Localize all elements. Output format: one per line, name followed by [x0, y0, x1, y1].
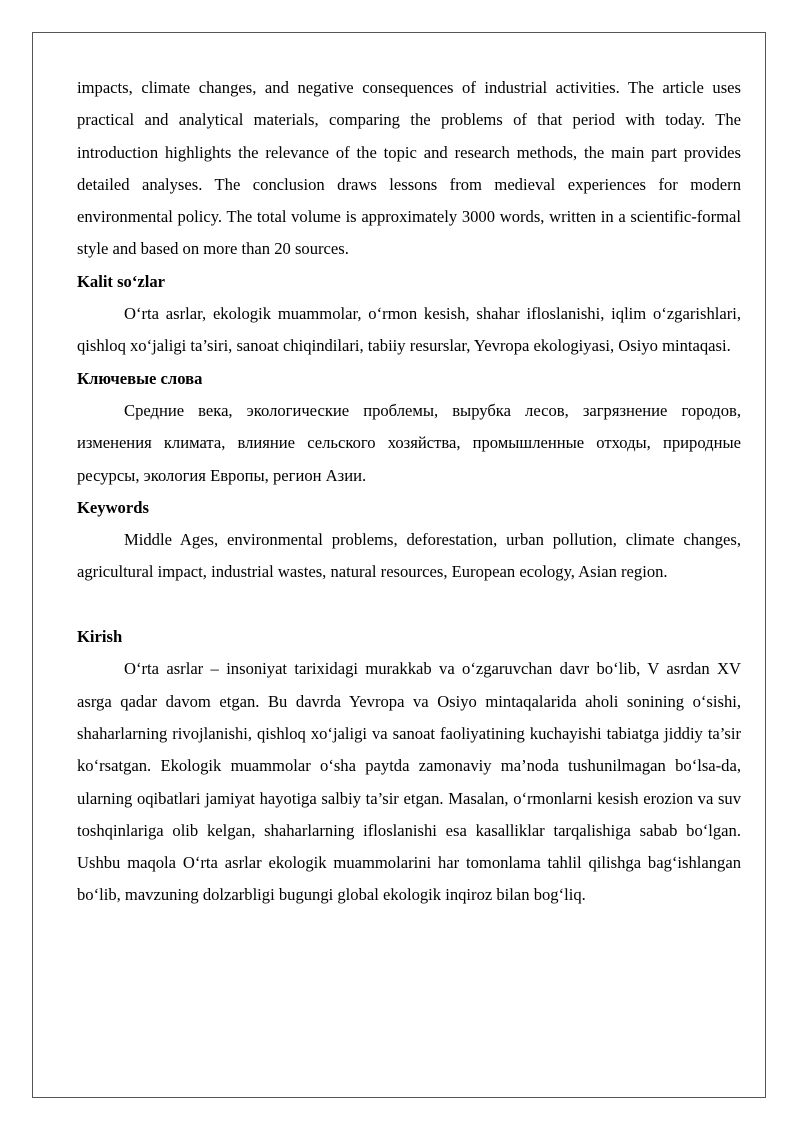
keywords-uz-text: O‘rta asrlar, ekologik muammolar, o‘rmon kesish, shahar ifloslanishi, iqlim o‘zgarishlari, qishloq xo‘jaligi ta’siri, sanoat chiqindilari, tabiiy resurslar, Yevropa ekologiyasi, Osiyo mintaqasi.	[77, 304, 741, 356]
abstract-text: impacts, climate changes, and negative consequences of industrial activities. The article uses practical and analytical materials, comparing the problems of that period with today. The introduction highlights the relevance of the topic and research methods, the main part provides detailed analyses. The conclusion draws lessons from medieval experiences for modern environmental policy. The total volume is approximately 3000 words, written in a scientific-formal style and based on more than 20 sources.	[77, 78, 741, 259]
keywords-ru-text: Средние века, экологические проблемы, вырубка лесов, загрязнение городов, изменения климата, влияние сельского хозяйства, промышленные отходы, природные ресурсы, экология Европы, регион Азии.	[77, 400, 741, 485]
section-spacer	[77, 589, 741, 621]
document-body	[77, 72, 741, 912]
keywords-uz-heading: Kalit so‘zlar	[77, 271, 166, 291]
introduction-heading: Kirish	[77, 627, 123, 647]
keywords-ru-heading: Ключевые слова	[77, 368, 203, 388]
keywords-en-heading: Keywords	[77, 497, 149, 517]
introduction-text: O‘rta asrlar – insoniyat tarixidagi murakkab va o‘zgaruvchan davr bo‘lib, V asrdan XV asrga qadar davom etgan. Bu davrda Yevropa va Osiyo mintaqalarida aholi sonining o‘sishi, shaharlarning rivojlanishi, qishloq xo‘jaligi va sanoat faoliyatining kuchayishi tabiatga jiddiy ta’sir ko‘rsatgan. Ekologik muammolar o‘sha paytda zamonaviy ma’noda tushunilmagan bo‘lsa-da, ularning oqibatlari jamiyat hayotiga salbiy ta’sir etgan. Masalan, o‘rmonlarni kesish erozion va suv toshqinlariga olib kelgan, shaharlarning ifloslanishi esa kasalliklar tarqalishiga sabab bo‘lgan. Ushbu maqola O‘rta asrlar ekologik muammolarini har tomonlama tahlil qilishga bag‘ishlangan bo‘lib, mavzuning dolzarbligi bugungi global ekologik inqiroz bilan bog‘liq.	[77, 659, 741, 905]
keywords-en-text: Middle Ages, environmental problems, deforestation, urban pollution, climate changes, agricultural impact, industrial wastes, natural resources, European ecology, Asian region.	[77, 530, 741, 582]
